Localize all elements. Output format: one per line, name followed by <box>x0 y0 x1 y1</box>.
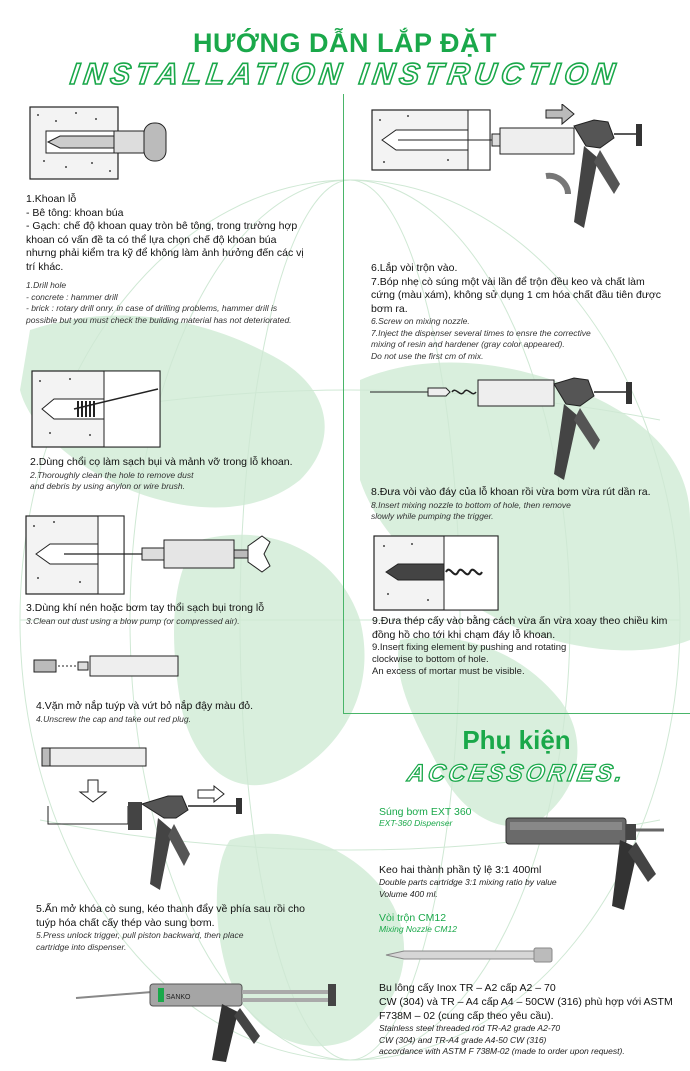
step-4-text-vn: 4.Vặn mở nắp tuýp và vứt bỏ nắp đậy màu đỏ. <box>36 700 254 712</box>
brush-clean-illustration <box>30 369 162 449</box>
step-2-text-vn: 2.Dùng chổi cọ làm sạch bụi và mảnh vỡ trong lỗ khoan. <box>30 456 293 468</box>
page-title-en: INSTALLATION INSTRUCTION <box>68 58 622 91</box>
step-6-7 <box>371 262 671 362</box>
accessories-title-vn: Phụ kiện <box>462 725 571 755</box>
drill-hole-illustration <box>26 101 176 189</box>
accessory-dispenser-vn: Súng bơm EXT 360 <box>379 806 472 818</box>
step-6-7-text-en: 6.Screw on mixing nozzle. 7.Inject the dispenser several times to ensre the corrective mixing of resin and hardener (gray color appeared). Do not use the first cm of mix. <box>371 316 591 361</box>
accessory-cartridge-en: Double parts cartridge 3:1 mixing ratio by value Volume 400 ml. <box>379 877 557 899</box>
accessory-nozzle <box>379 912 529 934</box>
section-divider <box>343 713 690 714</box>
step-2-text-en: 2.Thoroughly clean the hole to remove dust and debris by using anylon or wire brush. <box>30 469 194 491</box>
dispenser-gun-photo <box>72 982 340 1066</box>
step-1-text-vn: 1.Khoan lỗ - Bê tông: khoan búa - Gạch: chế độ khoan quay tròn bê tông, trong trường hợp khoan có vấn đề ta có thể lựa chọn chế độ khoan búa nhưng phải kiểm tra kỹ để không làm ảnh hưởng đến các vị trí khác. <box>26 193 304 273</box>
step-3-text-vn: 3.Dùng khí nén hoặc bơm tay thổi sạch bụi trong lỗ <box>26 602 265 614</box>
step-4 <box>36 700 326 725</box>
accessory-cartridge-vn: Keo hai thành phần tỷ lệ 3:1 400ml <box>379 864 542 876</box>
step-1-text-en: 1.Drill hole - concrete : hammer drill - brick : rotary drill onry. in case of drilling problems, hammer drill is possible but you must check the building material has not deteriorated. <box>26 280 292 325</box>
gun-brand-label: SANKO <box>166 994 191 1001</box>
cartridge-cap-illustration <box>32 652 182 678</box>
blow-pump-illustration <box>24 512 274 598</box>
accessory-rod <box>379 981 679 1058</box>
step-3 <box>26 602 326 627</box>
accessory-dispenser-en: EXT-360 Dispenser <box>379 818 453 828</box>
step-5-text-vn: 5.Ấn mở khóa cò sung, kéo thanh đẩy về phía sau rồi cho tuýp hóa chất cấy thép vào sung bơm. <box>36 903 305 929</box>
step-1 <box>26 193 306 326</box>
accessories-title-en: ACCESSORIES. <box>405 760 628 787</box>
load-cartridge-illustration <box>38 744 278 900</box>
mixing-nozzle-photo <box>384 945 556 965</box>
accessory-rod-vn: Bu lông cấy Inox TR – A2 cấp A2 – 70 CW (304) và TR – A4 cấp A4 – 50CW (316) phù hợp với ASTM F738M – 02 (cung cấp theo yêu cầu). <box>379 982 673 1022</box>
insert-rod-illustration <box>372 534 500 612</box>
step-9-text-vn: 9.Đưa thép cấy vào bằng cách vừa ấn vừa xoay theo chiều kim đồng hồ cho tới khi chạm đáy lỗ khoan. <box>372 615 668 641</box>
page-title-vn: HƯỚNG DẪN LẮP ĐẶT <box>193 28 497 58</box>
accessory-cartridge <box>379 863 579 900</box>
step-9-text-en: 9.Insert fixing element by pushing and rotating clockwise to bottom of hole. An excess of mortar must be visible. <box>372 642 567 677</box>
step-6-7-text-vn: 6.Lắp vòi trộn vào. 7.Bóp nhẹ cò súng một vài lần để trộn đều keo và chất làm cứng (màu xám), không sử dụng 1 cm hóa chất đầu tiên được bơm ra. <box>371 262 662 315</box>
step-8-text-en: 8.Insert mixing nozzle to bottom of hole, then remove slowly while pumping the trigger. <box>371 499 571 521</box>
accessory-nozzle-en: Mixing Nozzle CM12 <box>379 924 457 934</box>
column-divider <box>343 94 344 714</box>
step-4-text-en: 4.Unscrew the cap and take out red plug. <box>36 713 191 724</box>
step-3-text-en: 3.Clean out dust using a blow pump (or compressed air). <box>26 615 240 626</box>
step-8-text-vn: 8.Đưa vòi vào đáy của lỗ khoan rồi vừa bơm vừa rút dần ra. <box>371 486 651 498</box>
insert-nozzle-illustration <box>368 374 650 482</box>
step-8 <box>371 486 671 523</box>
step-9 <box>372 615 672 678</box>
mixing-nozzle-illustration <box>368 104 650 232</box>
accessory-rod-en: Stainless steel threaded rod TR-A2 grade A2-70 CW (304) and TR-A4 grade A4-50 CW (316) accordance with ASTM F 738M-02 (made to order upon request). <box>379 1023 625 1056</box>
step-5-text-en: 5.Press unlock trigger, pull piston backward, then place cartridge into dispenser. <box>36 930 244 952</box>
accessory-nozzle-vn: Vòi trộn CM12 <box>379 912 447 924</box>
step-5 <box>36 903 326 953</box>
step-2 <box>30 456 320 493</box>
